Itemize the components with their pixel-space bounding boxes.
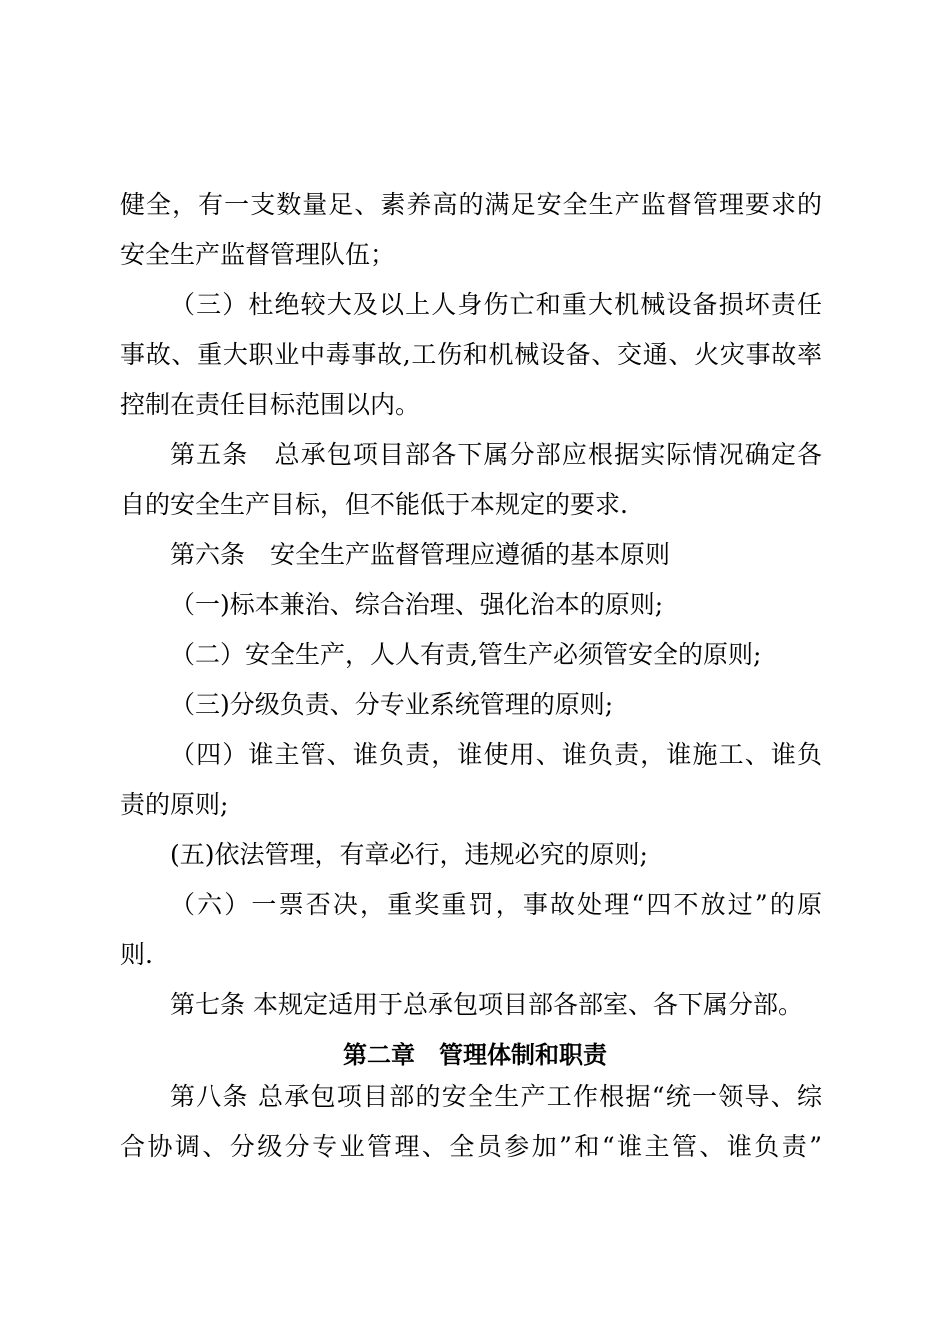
- paragraph-line: 事故、重大职业中毒事故,工伤和机械设备、交通、火灾事故率: [120, 340, 822, 369]
- paragraph-line: 健全，有一支数量足、素养高的满足安全生产监督管理要求的: [120, 190, 822, 219]
- list-item-continuation: 则.: [120, 940, 153, 969]
- list-item: （六）一票否决，重奖重罚，事故处理“四不放过”的原: [170, 890, 822, 919]
- paragraph-line: 第五条 总承包项目部各下属分部应根据实际情况确定各: [170, 440, 822, 469]
- list-item: (五)依法管理，有章必行，违规必究的原则;: [170, 840, 648, 869]
- list-item-continuation: 责的原则;: [120, 790, 229, 819]
- paragraph-line: 第七条 本规定适用于总承包项目部各部室、各下属分部。: [170, 990, 803, 1019]
- paragraph-line: （三）杜绝较大及以上人身伤亡和重大机械设备损坏责任: [170, 290, 822, 319]
- chapter-heading: 第二章 管理体制和职责: [343, 1041, 607, 1069]
- paragraph-line: 第八条 总承包项目部的安全生产工作根据“统一领导、综: [170, 1082, 822, 1111]
- list-item: （四）谁主管、谁负责，谁使用、谁负责，谁施工、谁负: [170, 740, 822, 769]
- list-item: （二）安全生产，人人有责,管生产必须管安全的原则;: [170, 640, 762, 669]
- paragraph-line: 自的安全生产目标，但不能低于本规定的要求.: [120, 490, 628, 519]
- paragraph-line: 合协调、分级分专业管理、全员参加”和“谁主管、谁负责”: [120, 1132, 822, 1161]
- list-item: （一)标本兼治、综合治理、强化治本的原则;: [170, 590, 664, 619]
- paragraph-line: 第六条 安全生产监督管理应遵循的基本原则: [170, 540, 671, 569]
- paragraph-line: 安全生产监督管理队伍；: [120, 240, 396, 269]
- list-item: （三)分级负责、分专业系统管理的原则;: [170, 690, 614, 719]
- paragraph-line: 控制在责任目标范围以内。: [120, 390, 421, 419]
